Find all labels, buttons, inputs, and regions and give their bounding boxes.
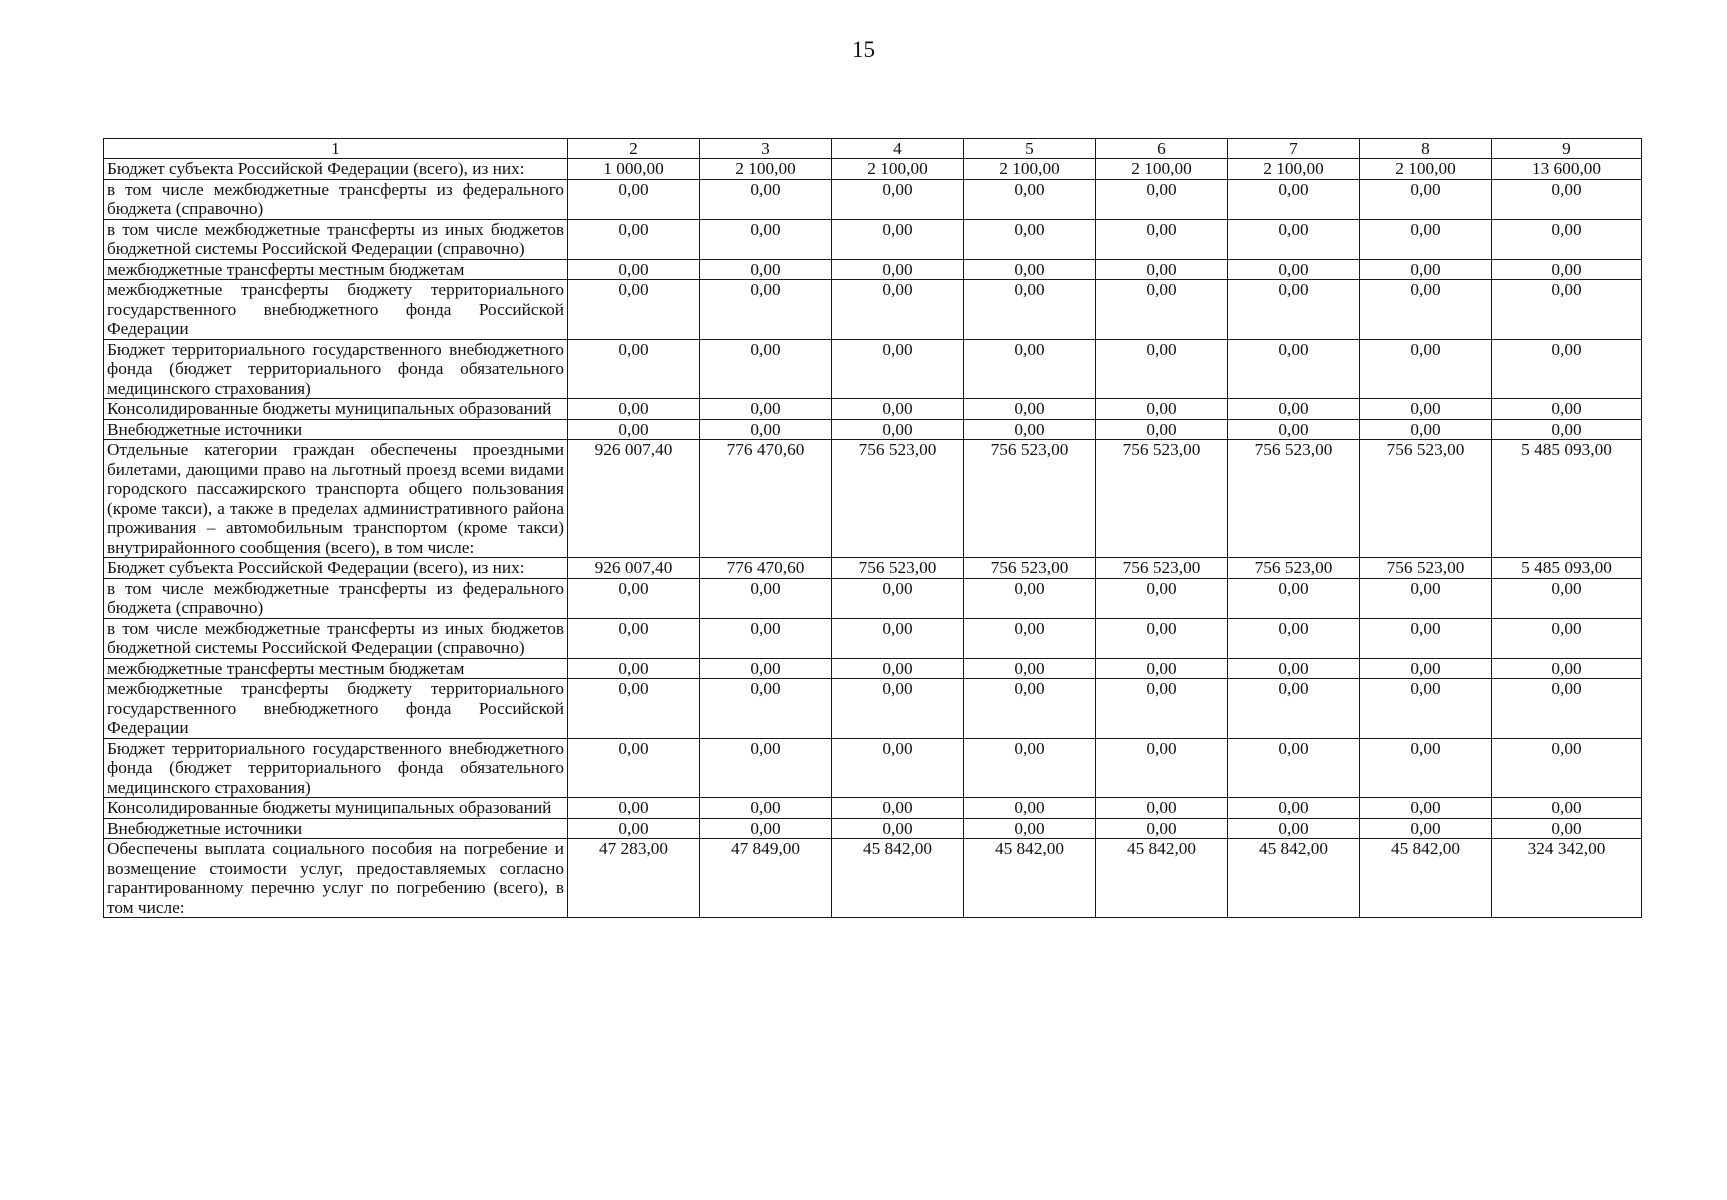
row-label: Внебюджетные источники (104, 419, 568, 440)
row-value: 0,00 (700, 658, 832, 679)
row-value: 2 100,00 (700, 159, 832, 180)
column-header: 3 (700, 139, 832, 159)
row-value: 0,00 (1360, 798, 1492, 819)
row-value: 0,00 (964, 419, 1096, 440)
row-label: Внебюджетные источники (104, 818, 568, 839)
table-row (104, 259, 1642, 280)
row-value: 0,00 (700, 618, 832, 658)
row-value: 0,00 (1096, 339, 1228, 399)
row-value: 2 100,00 (1096, 159, 1228, 180)
row-value: 0,00 (832, 738, 964, 798)
row-value: 0,00 (964, 818, 1096, 839)
row-value: 0,00 (1228, 259, 1360, 280)
row-value: 0,00 (1096, 419, 1228, 440)
row-value: 0,00 (1228, 818, 1360, 839)
row-value: 0,00 (1492, 618, 1642, 658)
row-value: 0,00 (700, 798, 832, 819)
row-value: 0,00 (964, 280, 1096, 340)
row-value: 0,00 (1096, 578, 1228, 618)
column-header: 7 (1228, 139, 1360, 159)
row-value: 0,00 (1492, 399, 1642, 420)
column-header: 1 (104, 139, 568, 159)
table-row (104, 399, 1642, 420)
table-row (104, 839, 1642, 918)
row-value: 0,00 (568, 679, 700, 739)
row-value: 0,00 (1492, 658, 1642, 679)
row-value: 0,00 (568, 259, 700, 280)
row-label: Бюджет территориального государственного внебюджетного фонда (бюджет территориального фонда обязательного медицинского страхования) (104, 738, 568, 798)
row-value: 0,00 (700, 259, 832, 280)
row-value: 0,00 (964, 578, 1096, 618)
row-value: 0,00 (1492, 738, 1642, 798)
header-row (104, 139, 1642, 159)
row-value: 776 470,60 (700, 558, 832, 579)
table-row (104, 219, 1642, 259)
row-value: 2 100,00 (832, 159, 964, 180)
row-value: 0,00 (964, 798, 1096, 819)
row-value: 0,00 (568, 658, 700, 679)
row-value: 324 342,00 (1492, 839, 1642, 918)
row-value: 0,00 (1492, 798, 1642, 819)
row-value: 0,00 (1492, 339, 1642, 399)
row-value: 0,00 (700, 419, 832, 440)
table-row (104, 818, 1642, 839)
table-row (104, 419, 1642, 440)
row-value: 0,00 (832, 618, 964, 658)
row-value: 0,00 (1360, 419, 1492, 440)
row-value: 0,00 (1228, 738, 1360, 798)
row-value: 0,00 (964, 679, 1096, 739)
row-value: 0,00 (832, 280, 964, 340)
page-number: 15 (852, 37, 875, 62)
row-value: 0,00 (1360, 280, 1492, 340)
table-row (104, 179, 1642, 219)
row-label: Обеспечены выплата социального пособия на погребение и возмещение стоимости услуг, предоставляемых согласно гарантированному перечню услуг по погребению (всего), в том числе: (104, 839, 568, 918)
row-value: 776 470,60 (700, 440, 832, 558)
row-value: 0,00 (832, 798, 964, 819)
row-value: 0,00 (1492, 280, 1642, 340)
row-value: 0,00 (1360, 578, 1492, 618)
row-label: в том числе межбюджетные трансферты из федерального бюджета (справочно) (104, 578, 568, 618)
row-value: 0,00 (1228, 179, 1360, 219)
row-value: 0,00 (568, 618, 700, 658)
row-value: 0,00 (700, 339, 832, 399)
row-value: 45 842,00 (1228, 839, 1360, 918)
row-value: 0,00 (964, 399, 1096, 420)
table-body (104, 159, 1642, 918)
row-value: 756 523,00 (1360, 440, 1492, 558)
row-value: 45 842,00 (832, 839, 964, 918)
row-value: 0,00 (1492, 259, 1642, 280)
row-value: 0,00 (1228, 658, 1360, 679)
row-value: 0,00 (568, 738, 700, 798)
row-value: 0,00 (832, 419, 964, 440)
row-value: 0,00 (1096, 259, 1228, 280)
row-value: 0,00 (832, 179, 964, 219)
row-value: 0,00 (1360, 679, 1492, 739)
row-value: 0,00 (1228, 578, 1360, 618)
row-value: 0,00 (964, 738, 1096, 798)
row-value: 0,00 (964, 339, 1096, 399)
row-value: 0,00 (832, 658, 964, 679)
row-value: 45 842,00 (1096, 839, 1228, 918)
table-row (104, 578, 1642, 618)
row-value: 926 007,40 (568, 440, 700, 558)
row-value: 45 842,00 (964, 839, 1096, 918)
table-row (104, 280, 1642, 340)
column-header: 5 (964, 139, 1096, 159)
row-value: 0,00 (1228, 679, 1360, 739)
row-value: 0,00 (568, 798, 700, 819)
row-label: межбюджетные трансферты бюджету территориального государственного внебюджетного фонда Российской Федерации (104, 679, 568, 739)
table-row (104, 339, 1642, 399)
row-label: Консолидированные бюджеты муниципальных образований (104, 399, 568, 420)
row-value: 0,00 (568, 578, 700, 618)
row-value: 0,00 (700, 738, 832, 798)
row-label: межбюджетные трансферты местным бюджетам (104, 658, 568, 679)
row-value: 0,00 (1228, 219, 1360, 259)
row-value: 0,00 (832, 399, 964, 420)
row-label: Консолидированные бюджеты муниципальных образований (104, 798, 568, 819)
row-value: 0,00 (832, 679, 964, 739)
row-value: 0,00 (1096, 399, 1228, 420)
row-value: 45 842,00 (1360, 839, 1492, 918)
column-header: 9 (1492, 139, 1642, 159)
row-value: 0,00 (1096, 738, 1228, 798)
row-value: 0,00 (964, 658, 1096, 679)
row-value: 756 523,00 (832, 558, 964, 579)
row-value: 0,00 (832, 219, 964, 259)
row-value: 0,00 (1360, 179, 1492, 219)
row-value: 0,00 (568, 419, 700, 440)
row-value: 0,00 (1360, 618, 1492, 658)
row-value: 0,00 (832, 339, 964, 399)
row-value: 756 523,00 (964, 558, 1096, 579)
row-value: 0,00 (1492, 818, 1642, 839)
row-value: 0,00 (1492, 419, 1642, 440)
row-value: 47 283,00 (568, 839, 700, 918)
row-value: 0,00 (964, 259, 1096, 280)
table-row (104, 679, 1642, 739)
row-value: 0,00 (700, 399, 832, 420)
row-label: Бюджет субъекта Российской Федерации (всего), из них: (104, 159, 568, 180)
row-value: 5 485 093,00 (1492, 440, 1642, 558)
row-value: 0,00 (1096, 798, 1228, 819)
row-value: 0,00 (700, 179, 832, 219)
row-value: 0,00 (568, 818, 700, 839)
table-row (104, 618, 1642, 658)
row-value: 0,00 (568, 280, 700, 340)
row-value: 0,00 (1096, 818, 1228, 839)
row-value: 0,00 (1096, 179, 1228, 219)
row-label: межбюджетные трансферты бюджету территориального государственного внебюджетного фонда Российской Федерации (104, 280, 568, 340)
row-value: 756 523,00 (1360, 558, 1492, 579)
row-label: в том числе межбюджетные трансферты из иных бюджетов бюджетной системы Российской Федерации (справочно) (104, 219, 568, 259)
row-value: 0,00 (1096, 679, 1228, 739)
column-header: 8 (1360, 139, 1492, 159)
row-value: 0,00 (1360, 259, 1492, 280)
row-value: 0,00 (1096, 219, 1228, 259)
row-value: 1 000,00 (568, 159, 700, 180)
row-value: 0,00 (1228, 419, 1360, 440)
budget-table (103, 138, 1642, 918)
row-value: 0,00 (1228, 798, 1360, 819)
row-value: 0,00 (832, 578, 964, 618)
column-header: 6 (1096, 139, 1228, 159)
row-value: 0,00 (964, 179, 1096, 219)
row-label: в том числе межбюджетные трансферты из федерального бюджета (справочно) (104, 179, 568, 219)
table-row (104, 798, 1642, 819)
row-value: 0,00 (1096, 658, 1228, 679)
row-value: 13 600,00 (1492, 159, 1642, 180)
row-value: 0,00 (700, 679, 832, 739)
table-row (104, 738, 1642, 798)
row-value: 0,00 (1492, 679, 1642, 739)
row-value: 0,00 (568, 339, 700, 399)
row-value: 756 523,00 (832, 440, 964, 558)
row-value: 2 100,00 (964, 159, 1096, 180)
row-value: 0,00 (1360, 738, 1492, 798)
row-value: 0,00 (832, 818, 964, 839)
row-value: 0,00 (832, 259, 964, 280)
row-value: 0,00 (568, 219, 700, 259)
table-row (104, 658, 1642, 679)
row-value: 0,00 (568, 179, 700, 219)
row-value: 0,00 (964, 618, 1096, 658)
row-value: 0,00 (1492, 578, 1642, 618)
row-value: 2 100,00 (1228, 159, 1360, 180)
row-value: 0,00 (1360, 219, 1492, 259)
row-value: 0,00 (1096, 280, 1228, 340)
row-value: 0,00 (700, 219, 832, 259)
row-value: 756 523,00 (1228, 558, 1360, 579)
row-value: 0,00 (1360, 818, 1492, 839)
row-value: 0,00 (1492, 219, 1642, 259)
row-value: 2 100,00 (1360, 159, 1492, 180)
row-value: 0,00 (700, 818, 832, 839)
table-row (104, 440, 1642, 558)
row-value: 0,00 (1492, 179, 1642, 219)
column-header: 2 (568, 139, 700, 159)
row-value: 926 007,40 (568, 558, 700, 579)
row-value: 756 523,00 (964, 440, 1096, 558)
row-value: 0,00 (1360, 399, 1492, 420)
row-value: 756 523,00 (1228, 440, 1360, 558)
row-value: 47 849,00 (700, 839, 832, 918)
row-value: 0,00 (1228, 399, 1360, 420)
row-value: 0,00 (1228, 618, 1360, 658)
row-value: 5 485 093,00 (1492, 558, 1642, 579)
row-value: 0,00 (700, 578, 832, 618)
row-value: 0,00 (1228, 339, 1360, 399)
row-value: 0,00 (1360, 339, 1492, 399)
row-label: Бюджет субъекта Российской Федерации (всего), из них: (104, 558, 568, 579)
row-value: 756 523,00 (1096, 558, 1228, 579)
row-value: 0,00 (964, 219, 1096, 259)
row-value: 0,00 (1096, 618, 1228, 658)
row-value: 756 523,00 (1096, 440, 1228, 558)
row-value: 0,00 (1360, 658, 1492, 679)
column-header: 4 (832, 139, 964, 159)
row-value: 0,00 (568, 399, 700, 420)
table-row (104, 159, 1642, 180)
row-label: межбюджетные трансферты местным бюджетам (104, 259, 568, 280)
row-label: в том числе межбюджетные трансферты из иных бюджетов бюджетной системы Российской Федерации (справочно) (104, 618, 568, 658)
row-value: 0,00 (1228, 280, 1360, 340)
row-value: 0,00 (700, 280, 832, 340)
row-label: Отдельные категории граждан обеспечены проездными билетами, дающими право на льготный проезд всеми видами городского пассажирского транспорта общего пользования (кроме такси), а также в пределах административного района проживания – автомобильным транспортом (кроме такси) внутрирайонного сообщения (всего), в том числе: (104, 440, 568, 558)
table-row (104, 558, 1642, 579)
row-label: Бюджет территориального государственного внебюджетного фонда (бюджет территориального фонда обязательного медицинского страхования) (104, 339, 568, 399)
